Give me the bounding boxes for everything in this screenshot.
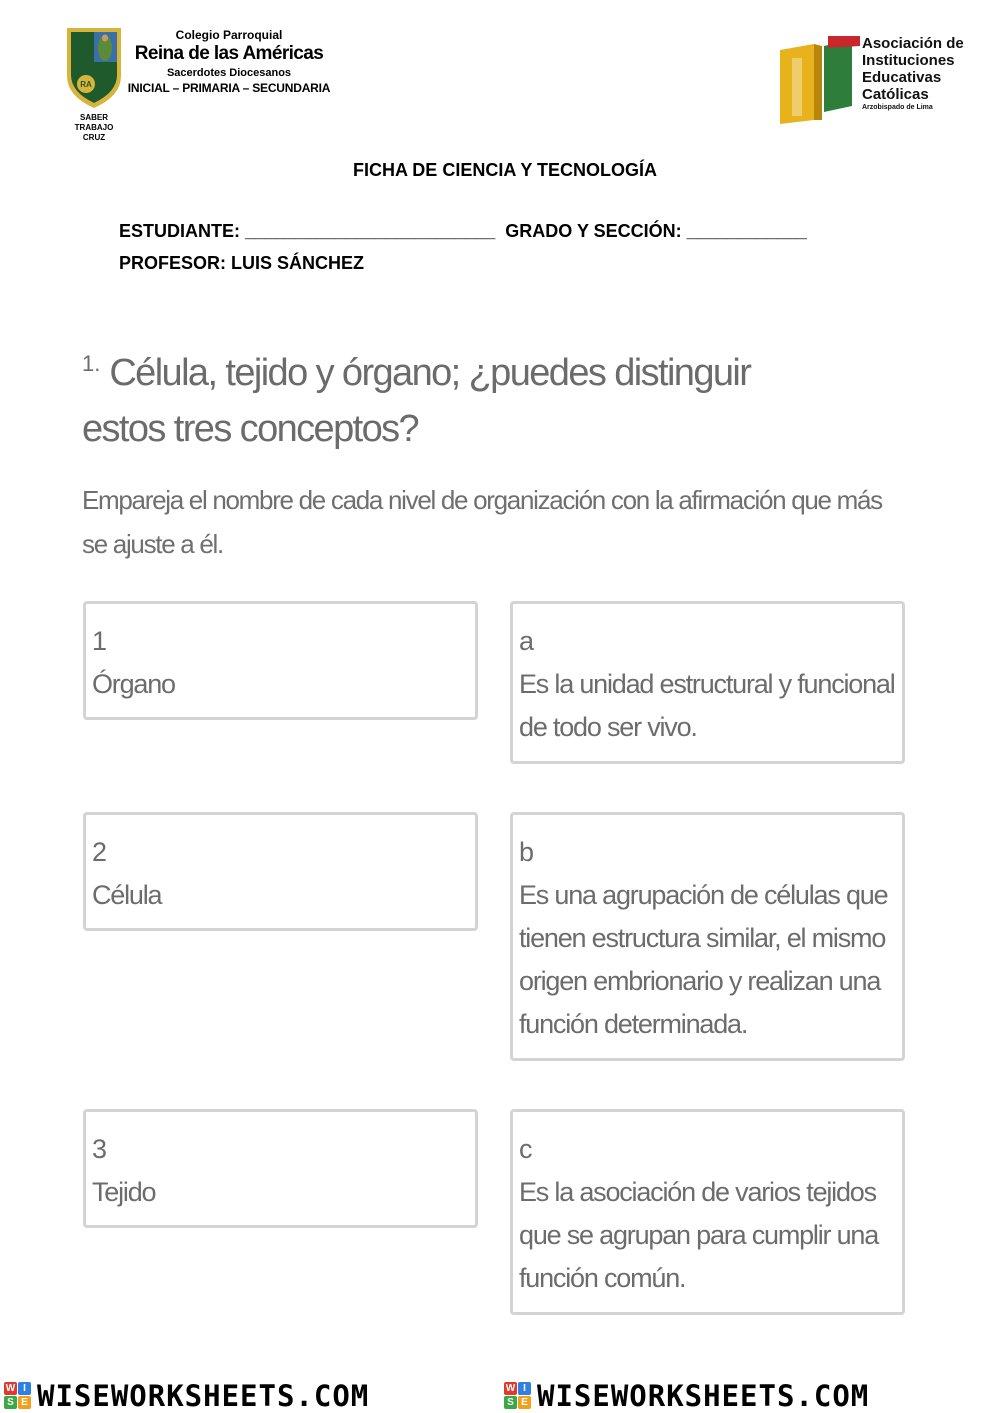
brand-text: WISEWORKSHEETS.COM [37, 1378, 370, 1413]
footer-brand [504, 1378, 869, 1413]
crest-monogram: RA [80, 80, 92, 89]
card-letter: c [519, 1134, 532, 1164]
card-statement: Es la asociación de varios tejidos que se agrupan para cumplir una función común. [519, 1177, 879, 1293]
question-text: Célula, tejido y órgano; ¿puedes distinguir estos tres conceptos? [82, 352, 751, 450]
brand-icon-letter: E [18, 1396, 31, 1409]
brand-text: WISEWORKSHEETS.COM [537, 1378, 870, 1413]
brand-icon-letter: I [18, 1382, 31, 1395]
association-line: Educativas [862, 69, 942, 86]
instruction-text: Empareja el nombre de cada nivel de organización con la afirmación que más se ajuste a él. [82, 485, 882, 559]
brand-icon-letter: W [5, 1383, 16, 1394]
brand-icon-letter: E [518, 1396, 531, 1409]
match-left-card-1[interactable] [83, 601, 478, 720]
match-left-card-2[interactable] [83, 812, 478, 931]
motto-word: CRUZ [82, 133, 106, 142]
match-right-card-c[interactable] [510, 1109, 905, 1315]
brand-icon-letter: S [4, 1396, 17, 1409]
student-grade-line: ESTUDIANTE: _________________________ GRADO Y SECCIÓN: ____________ [119, 221, 807, 241]
school-crest-logo [64, 24, 124, 110]
association-subtitle: Arzobispado de Lima [862, 104, 933, 111]
card-number: 2 [92, 837, 106, 867]
brand-icon-letter: W [505, 1383, 516, 1394]
brand-icon-letter: I [518, 1382, 531, 1395]
motto-word: TRABAJO [74, 123, 114, 132]
brand-icon [504, 1382, 531, 1409]
match-right-card-b[interactable] [510, 812, 905, 1061]
question-number: 1. [82, 351, 101, 376]
association-line: Instituciones [862, 52, 955, 69]
association-line: Asociación de [862, 35, 964, 52]
footer-watermark [0, 1378, 1000, 1413]
school-levels: INICIAL – PRIMARIA – SECUNDARIA [127, 81, 331, 95]
school-type: Colegio Parroquial [175, 28, 283, 42]
card-letter: a [519, 626, 533, 656]
worksheet-title: FICHA DE CIENCIA Y TECNOLOGÍA [352, 160, 658, 180]
school-motto [66, 113, 122, 143]
card-number: 3 [92, 1134, 106, 1164]
card-statement: Es una agrupación de células que tienen estructura similar, el mismo origen embrionario y realizan una función determinada. [519, 880, 888, 1039]
association-name [862, 35, 964, 112]
brand-icon-letter: S [504, 1396, 517, 1409]
card-term: Órgano [92, 669, 175, 699]
association-line: Católicas [862, 86, 929, 103]
motto-word: SABER [79, 113, 108, 122]
card-letter: b [519, 837, 533, 867]
school-subtitle: Sacerdotes Diocesanos [166, 67, 292, 79]
school-name-block [124, 28, 334, 95]
card-term: Tejido [92, 1177, 156, 1207]
match-left-card-3[interactable] [83, 1109, 478, 1228]
question-heading [82, 336, 802, 457]
school-name: Reina de las Américas [134, 43, 324, 64]
card-number: 1 [92, 626, 106, 656]
card-term: Célula [92, 880, 162, 910]
card-statement: Es la unidad estructural y funcional de todo ser vivo. [519, 669, 895, 742]
match-right-card-a[interactable] [510, 601, 905, 764]
teacher-line: PROFESOR: LUIS SÁNCHEZ [119, 253, 365, 273]
footer-brand [4, 1378, 369, 1413]
association-logo [778, 36, 860, 126]
brand-icon [4, 1382, 31, 1409]
